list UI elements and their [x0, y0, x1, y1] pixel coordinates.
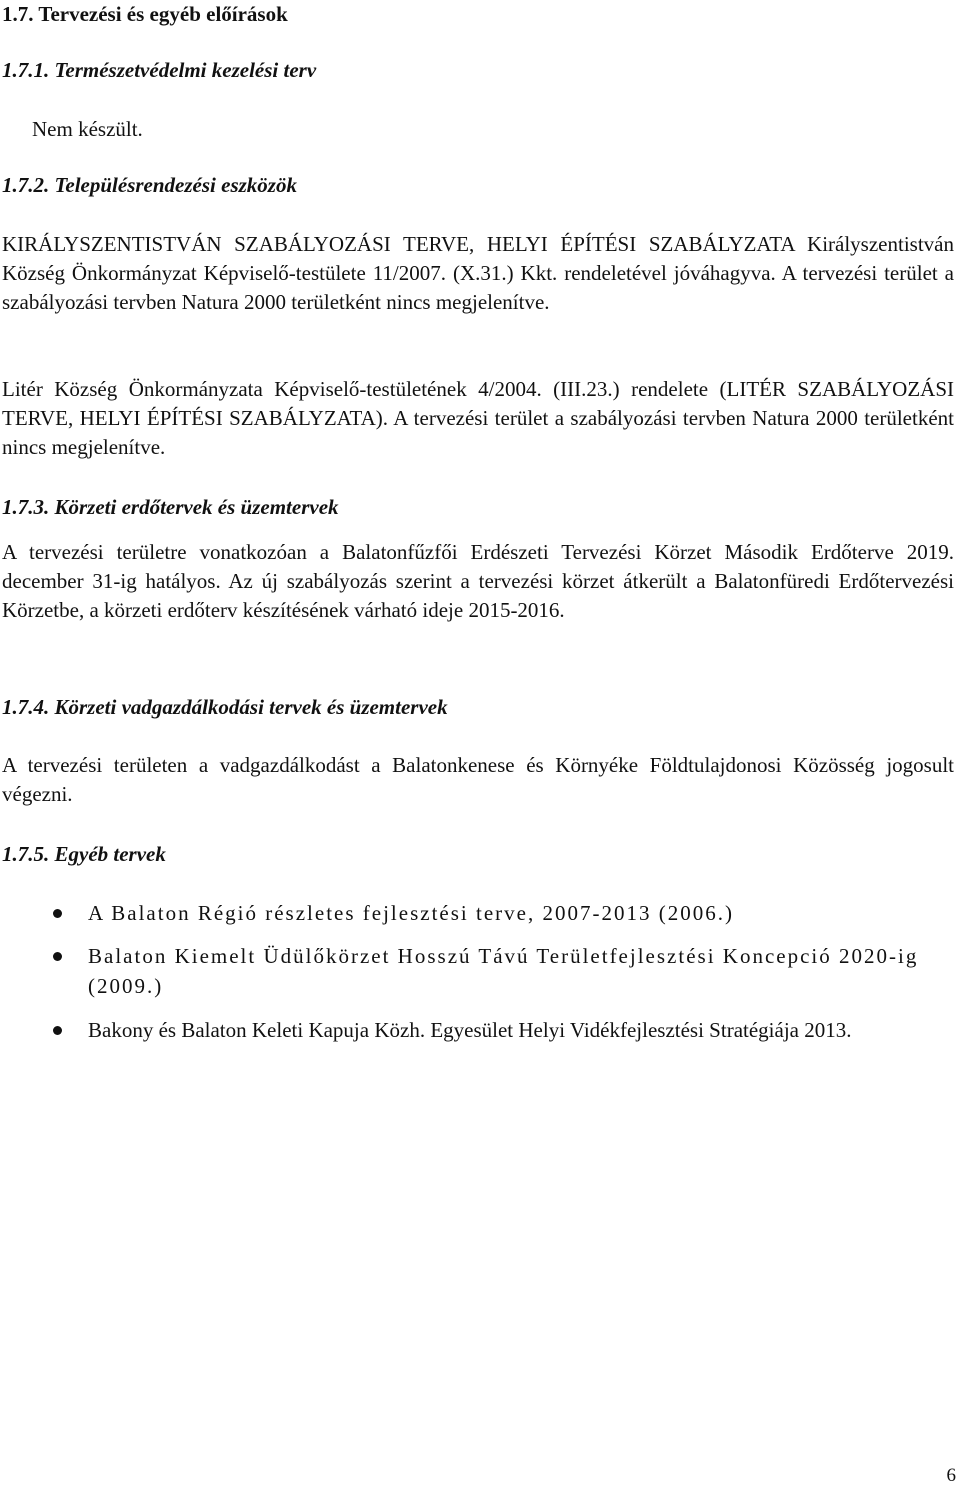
paragraph-not-prepared: Nem készült. [32, 117, 143, 141]
list-item-text: Balaton Kiemelt Üdülőkörzet Hosszú Távú Területfejlesztési Koncepció 2020-ig (2009.) [88, 944, 919, 998]
list-item-text: Bakony és Balaton Keleti Kapuja Közh. Egyesület Helyi Vidékfejlesztési Stratégiája 2013. [88, 1018, 852, 1042]
paragraph-kiralyszentistvan-plan: KIRÁLYSZENTISTVÁN SZABÁLYOZÁSI TERVE, HELYI ÉPÍTÉSI SZABÁLYZATA Királyszentistván Község Önkormányzat Képviselő-testülete 11/2007. (X.31.) Kkt. rendeletével jóváhagyva. A tervezési terület a szabályozási tervben Natura 2000 területként nincs megjelenítve. [2, 232, 954, 314]
heading-1-7-3: 1.7.3. Körzeti erdőtervek és üzemtervek [2, 495, 339, 519]
bullet-icon [53, 1026, 62, 1035]
paragraph-forest-plans: A tervezési területre vonatkozóan a Balatonfűzfői Erdészeti Tervezési Körzet Második Erdőterve 2019. december 31-ig hatályos. Az új szabályozás szerint a tervezési körzet átkerült a Balatonfüredi Erdőtervezési Körzetbe, a körzeti erdőterv készítésének várható ideje 2015-2016. [2, 540, 954, 622]
list-item-text: A Balaton Régió részletes fejlesztési terve, 2007-2013 (2006.) [88, 901, 734, 925]
bullet-icon [53, 952, 62, 961]
heading-1-7-1: 1.7.1. Természetvédelmi kezelési terv [2, 58, 317, 82]
heading-1-7-5: 1.7.5. Egyéb tervek [2, 842, 166, 866]
heading-1-7-4: 1.7.4. Körzeti vadgazdálkodási tervek és üzemtervek [2, 695, 448, 719]
bullet-icon [53, 909, 62, 918]
paragraph-game-management: A tervezési területen a vadgazdálkodást a Balatonkenese és Környéke Földtulajdonosi Közösség jogosult végezni. [2, 753, 954, 806]
heading-1-7-2: 1.7.2. Településrendezési eszközök [2, 173, 297, 197]
heading-1-7: 1.7. Tervezési és egyéb előírások [2, 2, 288, 26]
page-number: 6 [946, 1465, 956, 1486]
paragraph-liter-plan: Litér Község Önkormányzata Képviselő-testületének 4/2004. (III.23.) rendelete (LITÉR SZABÁLYOZÁSI TERVE, HELYI ÉPÍTÉSI SZABÁLYZATA). A tervezési terület a szabályozási tervben Natura 2000 területként nincs megjelenítve. [2, 377, 954, 459]
